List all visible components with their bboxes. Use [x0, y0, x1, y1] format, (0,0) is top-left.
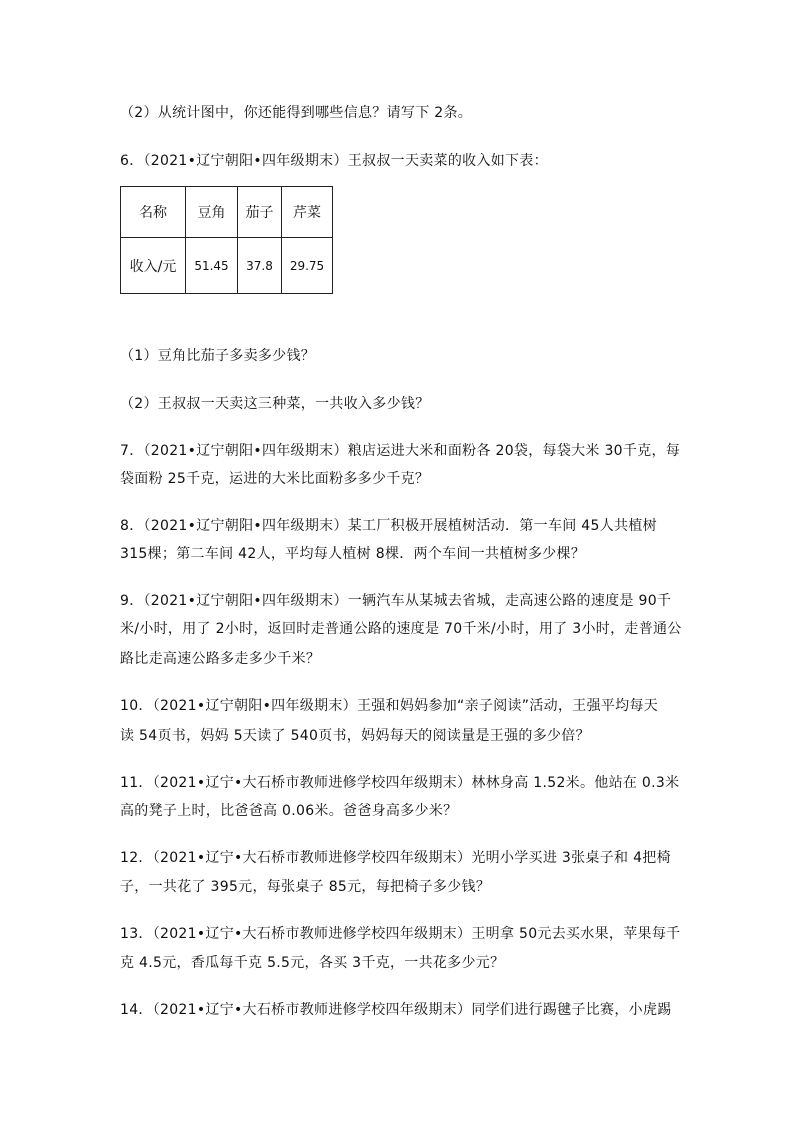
question-11-line-1: 11．（2021•辽宁•大石桥市教师进修学校四年级期末）林林身高 1.52米。他站在 0.3米	[120, 775, 680, 791]
question-11-line-2: 高的凳子上时，比爸爸高 0.06米。爸爸身高多少米？	[120, 803, 458, 819]
table-cell: 29.75	[282, 238, 333, 294]
question-7-line-2: 袋面粉 25千克，运进的大米比面粉多多少千克？	[120, 471, 430, 487]
question-10-line-2: 读 54页书，妈妈 5天读了 540页书，妈妈每天的阅读量是王强的多少倍？	[120, 728, 590, 744]
table-cell: 收入/元	[121, 238, 186, 294]
table-header-row	[121, 187, 333, 238]
table-cell: 芹菜	[282, 187, 333, 238]
question-12-line-2: 子，一共花了 395元，每张桌子 85元，每把椅子多少钱？	[120, 879, 491, 895]
question-6-part-2: （2）王叔叔一天卖这三种菜，一共收入多少钱？	[120, 396, 430, 412]
table-cell: 名称	[121, 187, 186, 238]
income-table	[120, 186, 333, 294]
question-5-part-2: （2）从统计图中，你还能得到哪些信息？请写下 2条。	[120, 105, 473, 121]
question-8-line-1: 8．（2021•辽宁朝阳•四年级期末）某工厂积极开展植树活动．第一车间 45人共植树	[120, 518, 657, 534]
question-10-line-1: 10．（2021•辽宁朝阳•四年级期末）王强和妈妈参加“亲子阅读”活动，王强平均每天	[120, 698, 659, 714]
table-cell: 茄子	[238, 187, 282, 238]
table-cell: 51.45	[186, 238, 238, 294]
question-13-line-1: 13．（2021•辽宁•大石桥市教师进修学校四年级期末）王明拿 50元去买水果，苹果每千	[120, 926, 681, 942]
question-14-line-1: 14．（2021•辽宁•大石桥市教师进修学校四年级期末）同学们进行踢毽子比赛，小虎踢	[120, 1002, 672, 1018]
question-7-line-1: 7．（2021•辽宁朝阳•四年级期末）粮店运进大米和面粉各 20袋，每袋大米 30千克，每	[120, 443, 681, 459]
question-9-line-3: 路比走高速公路多走多少千米？	[120, 651, 321, 667]
question-6-part-1: （1）豆角比茄子多卖多少钱？	[120, 348, 316, 364]
question-12-line-1: 12．（2021•辽宁•大石桥市教师进修学校四年级期末）光明小学买进 3张桌子和 4把椅	[120, 850, 671, 866]
table-cell: 豆角	[186, 187, 238, 238]
question-8-line-2: 315棵；第二车间 42人，平均每人植树 8棵．两个车间一共植树多少棵？	[120, 546, 586, 562]
table-cell: 37.8	[238, 238, 282, 294]
question-9-line-1: 9．（2021•辽宁朝阳•四年级期末）一辆汽车从某城去省城，走高速公路的速度是 90千	[120, 593, 672, 609]
question-13-line-2: 克 4.5元，香瓜每千克 5.5元，各买 3千克，一共花多少元？	[120, 955, 505, 971]
question-9-line-2: 米/小时，用了 2小时，返回时走普通公路的速度是 70千米/小时，用了 3小时，走普通公	[120, 621, 682, 637]
table-row	[121, 238, 333, 294]
question-6-stem: 6．（2021•辽宁朝阳•四年级期末）王叔叔一天卖菜的收入如下表：	[120, 153, 548, 169]
